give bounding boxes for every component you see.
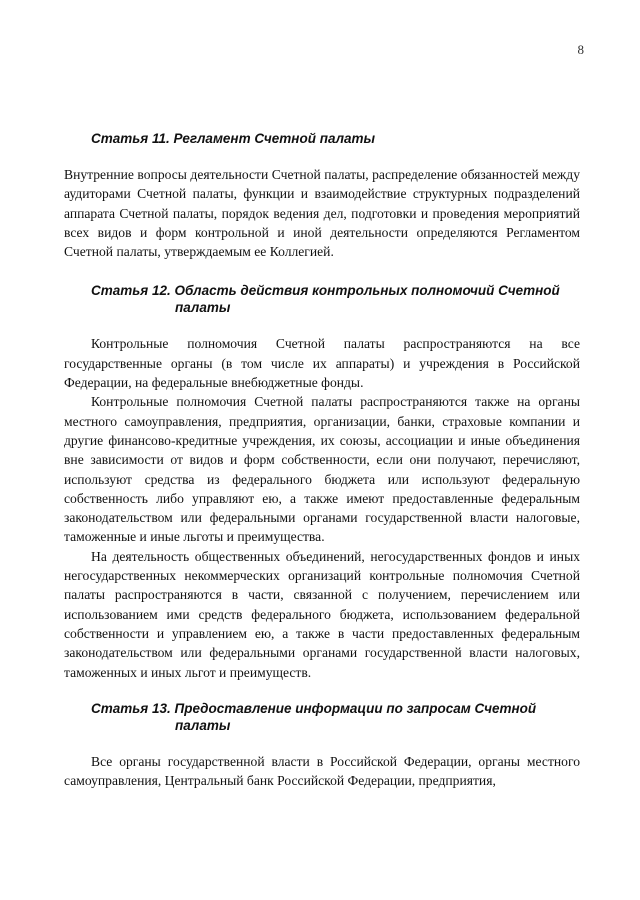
- article-13-paragraph-1-text: Все органы государственной власти в Российской Федерации, органы местного самоуправления, Центральный банк Российской Федерации, предприятия,: [64, 753, 580, 789]
- article-12-heading: [64, 282, 580, 316]
- article-13-paragraph-1: [64, 752, 580, 791]
- article-12-paragraph-1: [64, 334, 580, 392]
- article-12-paragraph-2-text: Контрольные полномочия Счетной палаты распространяются также на органы местного самоуправления, предприятия, организации, банки, страховые компании и другие финансово-кредитные учреждения, их союзы, ассоциации и иные объединения вне зависимости от видов и форм собственности, если они получают, перечисляют, используют средства из федерального бюджета или используют федеральную собственность либо управляют ею, а также имеют предоставленные федеральным законодательством или федеральными органами государственной власти налоговые, таможенные и иные льготы и преимущества.: [64, 394, 580, 545]
- article-13-heading: [64, 700, 580, 734]
- article-12-paragraph-3-text: На деятельность общественных объединений, негосударственных фондов и иных негосударственных некоммерческих организаций контрольные полномочия Счетной палаты распространяются в части, связанной с получением, перечислением или использованием ими средств федерального бюджета, использованием федеральной собственности и управлением ею, а также в части предоставленных федеральным законодательством или федеральными органами государственной власти налоговых, таможенных и иных льгот и преимуществ.: [64, 548, 580, 680]
- article-12-paragraph-3: [64, 547, 580, 682]
- document-body: [64, 124, 580, 790]
- page-number: 8: [577, 42, 584, 57]
- article-11-paragraph-1: [64, 165, 580, 261]
- article-11-heading-text: Статья 11. Регламент Счетной палаты: [91, 131, 376, 146]
- article-12-heading-text: Статья 12. Область действия контрольных полномочий Счетной: [91, 283, 560, 299]
- article-13-heading-text: Статья 13. Предоставление информации по запросам Счетной: [91, 700, 537, 716]
- article-11-paragraph-1-text: Внутренние вопросы деятельности Счетной палаты, распределение обязанностей между аудиторами Счетной палаты, функции и взаимодействие структурных подразделений аппарата Счетной палаты, порядок ведения дел, подготовки и проведения мероприятий всех видов и форм контрольной и иной деятельности определяются Регламентом Счетной палаты, утверждаемым ее Коллегией.: [64, 167, 580, 260]
- article-12-heading-continuation: палаты: [175, 300, 231, 316]
- article-11-heading: [64, 130, 580, 147]
- article-12-paragraph-2: [64, 392, 580, 546]
- article-13-heading-continuation: палаты: [175, 717, 231, 733]
- article-12-paragraph-1-text: Контрольные полномочия Счетной палаты распространяются на все государственные органы (в том числе их аппараты) и учреждения в Российской Федерации, на федеральные внебюджетные фонды.: [64, 336, 580, 391]
